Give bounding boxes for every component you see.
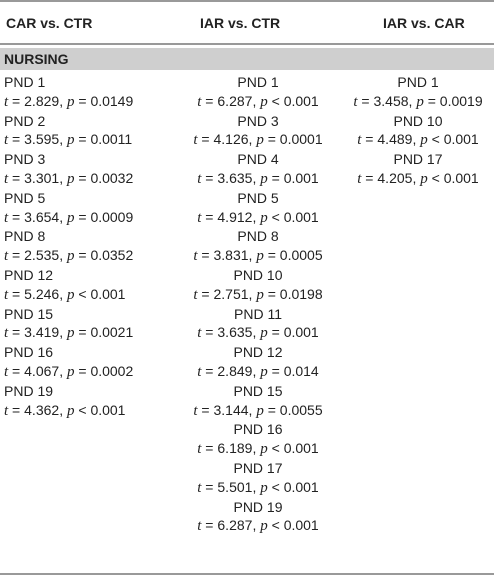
t-symbol: t bbox=[197, 170, 202, 187]
pnd-label: PND 1 bbox=[397, 74, 439, 90]
p-operator: < bbox=[271, 208, 280, 225]
p-value: 0.001 bbox=[283, 440, 319, 457]
p-symbol: p bbox=[416, 93, 424, 110]
p-symbol: p bbox=[256, 248, 264, 265]
stat-line: t = 3.595, p = 0.0011 bbox=[4, 131, 133, 149]
t-symbol: t bbox=[357, 132, 362, 149]
t-symbol: t bbox=[193, 286, 198, 303]
pnd-label: PND 10 bbox=[393, 112, 443, 129]
t-symbol: t bbox=[4, 325, 9, 342]
t-value: 4.362 bbox=[24, 401, 60, 418]
p-operator: = bbox=[267, 401, 276, 418]
p-value: 0.014 bbox=[283, 362, 319, 379]
t-value: 3.419 bbox=[24, 324, 60, 341]
p-symbol: p bbox=[260, 209, 268, 226]
p-operator: = bbox=[267, 285, 276, 302]
p-symbol: p bbox=[66, 209, 75, 226]
stat-line: t = 5.501, p < 0.001 bbox=[197, 478, 319, 496]
stat-line: t = 3.458, p = 0.0019 bbox=[353, 92, 483, 110]
p-operator: < bbox=[271, 440, 280, 457]
p-operator: = bbox=[78, 362, 87, 379]
p-symbol: p bbox=[260, 325, 268, 342]
cell-entry bbox=[174, 459, 342, 498]
p-symbol: p bbox=[260, 170, 268, 187]
p-value: 0.0198 bbox=[279, 285, 323, 302]
header-rule bbox=[0, 43, 494, 45]
pnd-label: PND 15 bbox=[4, 305, 54, 322]
column-iar-vs-car bbox=[345, 73, 491, 189]
t-symbol: t bbox=[197, 325, 202, 342]
cell-entry bbox=[4, 266, 184, 305]
p-operator: < bbox=[78, 285, 87, 302]
p-operator: < bbox=[271, 517, 280, 534]
p-symbol: p bbox=[66, 286, 75, 303]
stat-line: t = 4.362, p < 0.001 bbox=[4, 401, 126, 419]
bottom-rule bbox=[0, 573, 494, 575]
stat-line: t = 4.067, p = 0.0002 bbox=[4, 362, 134, 380]
p-operator: = bbox=[271, 362, 280, 379]
p-operator: = bbox=[267, 247, 276, 264]
p-value: 0.001 bbox=[283, 169, 319, 186]
cell-entry bbox=[174, 343, 342, 382]
p-operator: = bbox=[271, 324, 280, 341]
stat-line: t = 6.287, p < 0.001 bbox=[197, 92, 319, 110]
t-value: 3.831 bbox=[213, 247, 249, 264]
p-value: 0.0021 bbox=[90, 324, 134, 341]
section-label: NURSING bbox=[4, 51, 69, 67]
cell-entry bbox=[4, 305, 184, 344]
pnd-label: PND 17 bbox=[233, 459, 283, 476]
t-symbol: t bbox=[193, 402, 198, 419]
t-value: 5.501 bbox=[217, 478, 253, 495]
p-value: 0.0019 bbox=[439, 92, 483, 109]
header-iar-vs-ctr: IAR vs. CTR bbox=[200, 15, 281, 31]
cell-entry bbox=[4, 343, 184, 382]
pnd-label: PND 2 bbox=[4, 112, 46, 129]
cell-entry bbox=[345, 112, 491, 151]
t-symbol: t bbox=[197, 363, 202, 380]
t-symbol: t bbox=[197, 441, 202, 458]
stat-line: t = 2.751, p = 0.0198 bbox=[193, 285, 323, 303]
header-row bbox=[0, 2, 494, 44]
p-operator: < bbox=[78, 401, 87, 418]
column-car-vs-ctr bbox=[4, 73, 184, 420]
p-symbol: p bbox=[66, 325, 75, 342]
t-value: 4.205 bbox=[377, 169, 413, 186]
t-symbol: t bbox=[4, 286, 9, 303]
stat-line: t = 4.126, p = 0.0001 bbox=[193, 131, 323, 149]
pnd-label: PND 8 bbox=[237, 228, 279, 245]
stat-line: t = 3.635, p = 0.001 bbox=[197, 324, 319, 342]
stat-line: t = 2.829, p = 0.0149 bbox=[4, 92, 134, 110]
t-value: 4.126 bbox=[213, 131, 249, 148]
cell-entry bbox=[345, 73, 491, 112]
cell-entry bbox=[4, 227, 184, 266]
cell-entry bbox=[4, 382, 184, 421]
t-symbol: t bbox=[197, 479, 202, 496]
cell-entry bbox=[174, 305, 342, 344]
p-value: 0.001 bbox=[283, 478, 319, 495]
p-operator: = bbox=[78, 131, 87, 148]
p-operator: < bbox=[271, 478, 280, 495]
pnd-label: PND 3 bbox=[4, 151, 46, 168]
stat-line: t = 2.535, p = 0.0352 bbox=[4, 247, 134, 265]
t-symbol: t bbox=[4, 248, 9, 265]
t-value: 3.595 bbox=[24, 131, 60, 148]
cell-entry bbox=[345, 150, 491, 189]
p-value: 0.001 bbox=[283, 517, 319, 534]
t-value: 3.635 bbox=[217, 324, 253, 341]
p-value: 0.001 bbox=[283, 208, 319, 225]
stat-line: t = 3.654, p = 0.0009 bbox=[4, 208, 134, 226]
p-operator: < bbox=[431, 131, 440, 148]
stat-line: t = 4.205, p < 0.001 bbox=[357, 169, 479, 187]
p-operator: = bbox=[427, 92, 436, 109]
p-symbol: p bbox=[66, 402, 75, 419]
t-value: 4.489 bbox=[377, 131, 413, 148]
pnd-label: PND 19 bbox=[233, 498, 283, 515]
stat-line: t = 4.489, p < 0.001 bbox=[357, 131, 479, 149]
t-symbol: t bbox=[4, 363, 9, 380]
p-value: 0.001 bbox=[283, 324, 319, 341]
cell-entry bbox=[174, 189, 342, 228]
p-symbol: p bbox=[66, 132, 75, 149]
t-symbol: t bbox=[353, 93, 358, 110]
p-symbol: p bbox=[66, 93, 75, 110]
header-iar-vs-car: IAR vs. CAR bbox=[383, 15, 465, 31]
t-value: 2.849 bbox=[217, 362, 253, 379]
pnd-label: PND 16 bbox=[233, 421, 283, 438]
pnd-label: PND 12 bbox=[4, 266, 54, 283]
t-symbol: t bbox=[193, 248, 198, 265]
t-value: 5.246 bbox=[24, 285, 60, 302]
cell-entry bbox=[4, 73, 184, 112]
stat-line: t = 3.301, p = 0.0032 bbox=[4, 169, 134, 187]
pnd-label: PND 10 bbox=[233, 266, 283, 283]
p-symbol: p bbox=[66, 170, 75, 187]
column-iar-vs-ctr bbox=[174, 73, 342, 536]
p-symbol: p bbox=[256, 402, 264, 419]
p-value: 0.001 bbox=[443, 131, 479, 148]
header-car-vs-ctr: CAR vs. CTR bbox=[6, 15, 93, 31]
cell-entry bbox=[174, 420, 342, 459]
p-symbol: p bbox=[260, 93, 268, 110]
t-symbol: t bbox=[197, 209, 202, 226]
p-operator: < bbox=[271, 92, 280, 109]
p-operator: = bbox=[78, 92, 87, 109]
p-symbol: p bbox=[256, 286, 264, 303]
cell-entry bbox=[174, 112, 342, 151]
p-value: 0.0001 bbox=[279, 131, 323, 148]
p-operator: = bbox=[78, 208, 87, 225]
stat-line: t = 3.144, p = 0.0055 bbox=[193, 401, 323, 419]
stat-line: t = 3.419, p = 0.0021 bbox=[4, 324, 134, 342]
cell-entry bbox=[4, 189, 184, 228]
p-value: 0.001 bbox=[443, 169, 479, 186]
t-symbol: t bbox=[4, 209, 9, 226]
p-value: 0.0002 bbox=[90, 362, 134, 379]
pnd-label: PND 17 bbox=[393, 151, 443, 168]
p-value: 0.001 bbox=[283, 92, 319, 109]
p-value: 0.0055 bbox=[279, 401, 323, 418]
t-symbol: t bbox=[193, 132, 198, 149]
p-operator: = bbox=[267, 131, 276, 148]
p-operator: < bbox=[431, 169, 440, 186]
section-row bbox=[0, 48, 494, 70]
t-value: 2.751 bbox=[213, 285, 249, 302]
pnd-label: PND 19 bbox=[4, 382, 54, 399]
t-symbol: t bbox=[4, 402, 9, 419]
p-symbol: p bbox=[66, 363, 75, 380]
p-symbol: p bbox=[260, 479, 268, 496]
t-value: 6.189 bbox=[217, 440, 253, 457]
t-symbol: t bbox=[197, 93, 202, 110]
t-value: 3.635 bbox=[217, 169, 253, 186]
pnd-label: PND 1 bbox=[4, 74, 46, 90]
cell-entry bbox=[174, 266, 342, 305]
pnd-label: PND 3 bbox=[237, 112, 279, 129]
t-symbol: t bbox=[4, 132, 9, 149]
pnd-label: PND 15 bbox=[233, 382, 283, 399]
t-value: 2.535 bbox=[24, 247, 60, 264]
cell-entry bbox=[174, 382, 342, 421]
cell-entry bbox=[174, 227, 342, 266]
t-value: 3.654 bbox=[24, 208, 60, 225]
p-operator: = bbox=[78, 324, 87, 341]
cell-entry bbox=[174, 73, 342, 112]
p-operator: = bbox=[78, 169, 87, 186]
p-value: 0.0011 bbox=[90, 131, 133, 148]
pnd-label: PND 12 bbox=[233, 344, 283, 361]
t-value: 4.912 bbox=[217, 208, 253, 225]
p-value: 0.001 bbox=[90, 401, 126, 418]
p-operator: = bbox=[78, 247, 87, 264]
p-operator: = bbox=[271, 169, 280, 186]
p-value: 0.001 bbox=[90, 285, 126, 302]
cell-entry bbox=[4, 112, 184, 151]
p-symbol: p bbox=[66, 248, 75, 265]
t-value: 2.829 bbox=[24, 92, 60, 109]
stat-line: t = 6.189, p < 0.001 bbox=[197, 440, 319, 458]
cell-entry bbox=[174, 498, 342, 537]
p-symbol: p bbox=[420, 170, 428, 187]
cell-entry bbox=[174, 150, 342, 189]
stat-line: t = 5.246, p < 0.001 bbox=[4, 285, 126, 303]
pnd-label: PND 16 bbox=[4, 344, 54, 361]
p-value: 0.0032 bbox=[90, 169, 134, 186]
stat-line: t = 3.831, p = 0.0005 bbox=[193, 247, 323, 265]
pnd-label: PND 8 bbox=[4, 228, 46, 245]
pnd-label: PND 11 bbox=[234, 305, 282, 322]
stat-line: t = 6.287, p < 0.001 bbox=[197, 517, 319, 535]
stat-line: t = 4.912, p < 0.001 bbox=[197, 208, 319, 226]
t-value: 6.287 bbox=[217, 517, 253, 534]
t-symbol: t bbox=[197, 518, 202, 535]
p-value: 0.0005 bbox=[279, 247, 323, 264]
t-value: 3.144 bbox=[213, 401, 249, 418]
p-value: 0.0149 bbox=[90, 92, 134, 109]
t-symbol: t bbox=[4, 93, 9, 110]
p-symbol: p bbox=[420, 132, 428, 149]
p-symbol: p bbox=[260, 441, 268, 458]
t-value: 3.458 bbox=[373, 92, 409, 109]
p-symbol: p bbox=[260, 518, 268, 535]
p-value: 0.0352 bbox=[90, 247, 134, 264]
t-symbol: t bbox=[4, 170, 9, 187]
t-value: 3.301 bbox=[24, 169, 60, 186]
t-symbol: t bbox=[357, 170, 362, 187]
stat-line: t = 3.635, p = 0.001 bbox=[197, 169, 319, 187]
pnd-label: PND 1 bbox=[237, 74, 279, 90]
cell-entry bbox=[4, 150, 184, 189]
pnd-label: PND 4 bbox=[237, 151, 279, 168]
p-value: 0.0009 bbox=[90, 208, 134, 225]
pnd-label: PND 5 bbox=[4, 189, 46, 206]
t-value: 4.067 bbox=[24, 362, 60, 379]
p-symbol: p bbox=[260, 363, 268, 380]
stat-line: t = 2.849, p = 0.014 bbox=[197, 362, 319, 380]
t-value: 6.287 bbox=[217, 92, 253, 109]
p-symbol: p bbox=[256, 132, 264, 149]
pnd-label: PND 5 bbox=[237, 189, 279, 206]
